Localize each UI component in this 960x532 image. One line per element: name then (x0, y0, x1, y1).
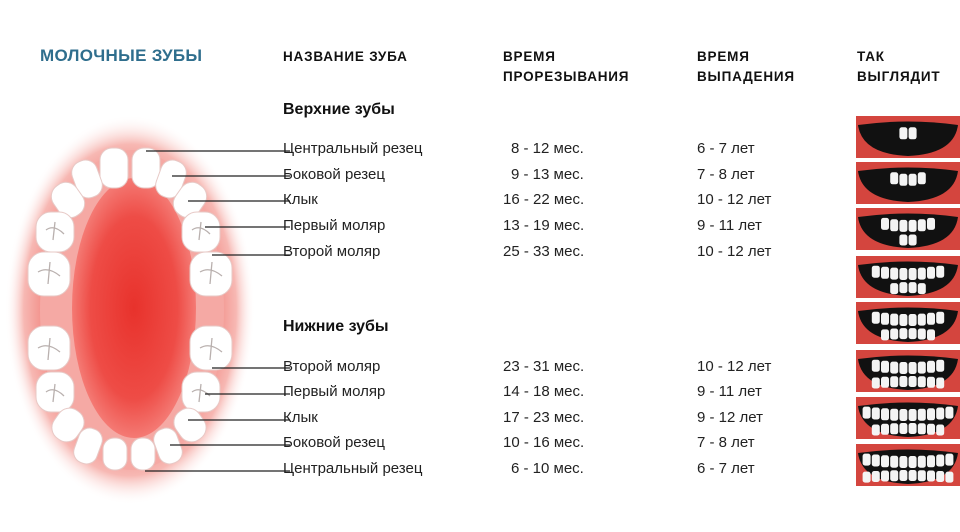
upper-tooth (909, 174, 917, 186)
lower-row-5-loss: 6 - 7 лет (697, 460, 755, 477)
upper-row-1-name: Центральный резец (283, 140, 423, 157)
lower-tooth (899, 282, 907, 293)
lower-row-1-eruption: 23 - 31 мес. (503, 358, 585, 375)
lower-tooth (927, 329, 935, 340)
stage-thumbnail-2 (856, 162, 960, 204)
lower-tooth (899, 470, 907, 481)
upper-tooth (927, 218, 935, 230)
lower-row-1-name: Второй моляр (283, 358, 381, 375)
lower-tooth (918, 329, 926, 340)
upper-tooth (863, 454, 871, 466)
stage-thumbnail-5 (856, 302, 960, 344)
lower-row-4-eruption: 10 - 16 мес. (503, 434, 585, 451)
lower-row-3-eruption: 17 - 23 мес. (503, 409, 585, 426)
header-loss (697, 47, 795, 87)
lower-row-3-loss: 9 - 12 лет (697, 409, 763, 426)
lower-tooth (927, 377, 935, 388)
lower-row-1-loss: 10 - 12 лет (697, 358, 772, 375)
lower-tooth (881, 329, 889, 340)
stage-thumbnail-graphic (856, 444, 960, 486)
upper-tooth (945, 407, 953, 419)
upper-tooth (872, 455, 880, 467)
lower-row-5-eruption: 6 - 10 мес. (511, 460, 584, 477)
header-look (857, 47, 940, 87)
stage-thumbnail-1 (856, 116, 960, 158)
header-look-line1: ТАК (857, 49, 885, 64)
upper-row-2-name: Боковой резец (283, 166, 385, 183)
upper-tooth (909, 314, 917, 326)
lower-row-4-name: Боковой резец (283, 434, 385, 451)
lower-tooth (890, 376, 898, 387)
stage-thumbnail-graphic (856, 397, 960, 439)
upper-tooth (899, 456, 907, 468)
lower-row-5-name: Центральный резец (283, 460, 423, 477)
upper-row-3-loss: 10 - 12 лет (697, 191, 772, 208)
upper-tooth (909, 127, 917, 139)
upper-tooth (936, 408, 944, 420)
upper-tooth (872, 360, 880, 372)
upper-tooth (890, 172, 898, 184)
tooth-lower-molar1-left (36, 372, 74, 412)
page-title: МОЛОЧНЫЕ ЗУБЫ (40, 46, 203, 65)
upper-row-4-loss: 9 - 11 лет (697, 217, 762, 234)
lower-tooth (899, 423, 907, 434)
upper-tooth (918, 268, 926, 280)
stage-thumbnail-4 (856, 256, 960, 298)
upper-tooth (890, 409, 898, 421)
upper-tooth (881, 267, 889, 279)
tooth-upper-central-left (100, 148, 128, 188)
lower-row-2-loss: 9 - 11 лет (697, 383, 762, 400)
upper-tooth (872, 312, 880, 324)
lower-tooth (909, 235, 917, 246)
upper-row-1-eruption: 8 - 12 мес. (511, 140, 584, 157)
upper-row-2-eruption: 9 - 13 мес. (511, 166, 584, 183)
section-upper-teeth: Верхние зубы (283, 101, 395, 118)
lower-tooth (881, 377, 889, 388)
tooth-lower-central-right (131, 438, 155, 470)
upper-tooth (881, 455, 889, 467)
tooth-lower-molar1-right (182, 372, 220, 412)
stage-thumbnail-graphic (856, 116, 960, 158)
stage-thumbnail-8 (856, 444, 960, 486)
lower-tooth (918, 376, 926, 387)
lower-tooth (918, 470, 926, 481)
upper-tooth (899, 220, 907, 232)
lower-tooth (890, 283, 898, 294)
open-mouth (858, 168, 958, 203)
upper-tooth (936, 312, 944, 324)
header-look-line2: ВЫГЛЯДИТ (857, 69, 941, 84)
upper-tooth (927, 267, 935, 279)
upper-tooth (890, 362, 898, 374)
upper-tooth (927, 361, 935, 373)
upper-row-3-eruption: 16 - 22 мес. (503, 191, 585, 208)
upper-tooth (936, 266, 944, 278)
lower-tooth (936, 378, 944, 389)
lower-tooth (918, 283, 926, 294)
upper-tooth (927, 455, 935, 467)
upper-row-4-name: Первый моляр (283, 217, 386, 234)
upper-tooth (927, 408, 935, 420)
stage-thumbnail-graphic (856, 208, 960, 250)
upper-tooth (918, 172, 926, 184)
upper-tooth (899, 314, 907, 326)
lower-tooth (890, 329, 898, 340)
upper-row-5-name: Второй моляр (283, 243, 381, 260)
lower-tooth (899, 328, 907, 339)
upper-row-4-eruption: 13 - 19 мес. (503, 217, 585, 234)
lower-tooth (881, 424, 889, 435)
upper-tooth (918, 362, 926, 374)
stage-thumbnail-graphic (856, 162, 960, 204)
upper-tooth (890, 219, 898, 231)
upper-tooth (863, 407, 871, 419)
lower-tooth (890, 470, 898, 481)
upper-tooth (899, 362, 907, 374)
upper-tooth (890, 314, 898, 326)
header-eruption-line2: ПРОРЕЗЫВАНИЯ (503, 69, 630, 84)
upper-tooth (881, 408, 889, 420)
lower-row-4-loss: 7 - 8 лет (697, 434, 755, 451)
stage-thumbnail-6 (856, 350, 960, 392)
upper-tooth (881, 313, 889, 325)
header-loss-line1: ВРЕМЯ (697, 49, 750, 64)
upper-tooth (936, 360, 944, 372)
upper-row-3-name: Клык (283, 191, 318, 208)
upper-row-5-eruption: 25 - 33 мес. (503, 243, 585, 260)
header-tooth-name-text: НАЗВАНИЕ ЗУБА (283, 49, 408, 64)
dental-arch-diagram (0, 0, 290, 532)
stage-thumbnail-7 (856, 397, 960, 439)
upper-tooth (899, 127, 907, 139)
upper-tooth (945, 454, 953, 466)
lower-tooth (872, 378, 880, 389)
lower-tooth (936, 425, 944, 436)
upper-tooth (899, 268, 907, 280)
upper-tooth (890, 456, 898, 468)
upper-tooth (927, 313, 935, 325)
stage-thumbnail-graphic (856, 302, 960, 344)
lower-row-3-name: Клык (283, 409, 318, 426)
lower-tooth (918, 423, 926, 434)
palate (72, 178, 196, 438)
lower-tooth (881, 471, 889, 482)
upper-row-5-loss: 10 - 12 лет (697, 243, 772, 260)
lower-tooth (936, 471, 944, 482)
header-loss-line2: ВЫПАДЕНИЯ (697, 69, 795, 84)
upper-tooth (899, 174, 907, 186)
stage-thumbnail-graphic (856, 256, 960, 298)
lower-tooth (872, 425, 880, 436)
open-mouth (858, 214, 958, 249)
lower-tooth (899, 376, 907, 387)
upper-tooth (890, 268, 898, 280)
upper-tooth (872, 266, 880, 278)
upper-tooth (918, 314, 926, 326)
open-mouth (858, 122, 958, 157)
lower-tooth (909, 423, 917, 434)
stage-thumbnail-graphic (856, 350, 960, 392)
lower-tooth (909, 282, 917, 293)
lower-row-2-eruption: 14 - 18 мес. (503, 383, 585, 400)
tooth-upper-molar1-left (36, 212, 74, 252)
lower-tooth (909, 376, 917, 387)
upper-tooth (918, 409, 926, 421)
upper-tooth (909, 268, 917, 280)
upper-tooth (872, 408, 880, 420)
upper-tooth (918, 219, 926, 231)
section-lower-teeth: Нижние зубы (283, 318, 389, 335)
upper-row-1-loss: 6 - 7 лет (697, 140, 755, 157)
tooth-upper-molar1-right (182, 212, 220, 252)
header-tooth-name (283, 47, 408, 67)
upper-tooth (936, 455, 944, 467)
upper-tooth (881, 218, 889, 230)
lower-tooth (945, 472, 953, 483)
upper-row-2-loss: 7 - 8 лет (697, 166, 755, 183)
upper-tooth (899, 409, 907, 421)
lower-tooth (927, 424, 935, 435)
upper-tooth (909, 409, 917, 421)
lower-tooth (927, 471, 935, 482)
header-eruption-line1: ВРЕМЯ (503, 49, 556, 64)
lower-tooth (890, 423, 898, 434)
upper-tooth (909, 220, 917, 232)
lower-row-2-name: Первый моляр (283, 383, 386, 400)
lower-tooth (863, 472, 871, 483)
upper-tooth (918, 456, 926, 468)
header-eruption (503, 47, 629, 87)
upper-tooth (881, 361, 889, 373)
tooth-lower-central-left (103, 438, 127, 470)
lower-tooth (899, 235, 907, 246)
stage-thumbnail-3 (856, 208, 960, 250)
lower-tooth (909, 470, 917, 481)
upper-tooth (909, 362, 917, 374)
lower-tooth (872, 471, 880, 482)
lower-tooth (909, 328, 917, 339)
upper-tooth (909, 456, 917, 468)
